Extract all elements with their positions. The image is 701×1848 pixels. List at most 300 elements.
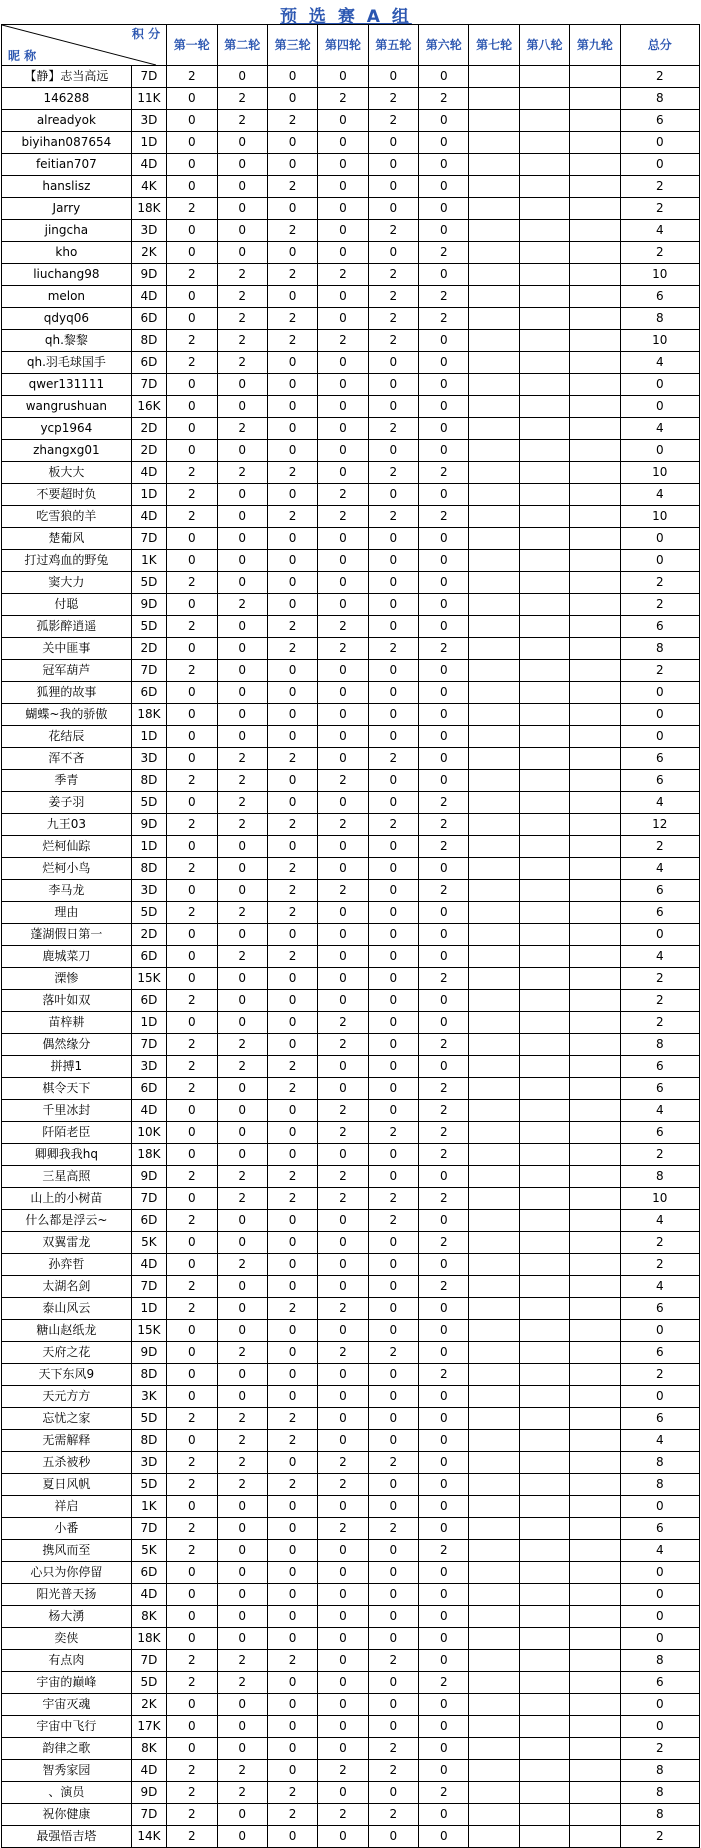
cell-round-3: 2 <box>267 1078 317 1100</box>
cell-round-5: 0 <box>368 198 418 220</box>
cell-round-1: 2 <box>167 1276 217 1298</box>
cell-nickname: 季青 <box>2 770 132 792</box>
cell-round-6: 0 <box>419 1056 469 1078</box>
cell-total: 4 <box>620 1100 699 1122</box>
cell-round-4: 2 <box>318 1188 368 1210</box>
cell-round-5: 0 <box>368 1100 418 1122</box>
cell-round-7 <box>469 792 519 814</box>
cell-round-8 <box>519 242 569 264</box>
cell-round-8 <box>519 198 569 220</box>
cell-total: 2 <box>620 594 699 616</box>
cell-round-5: 2 <box>368 1738 418 1760</box>
cell-round-6: 0 <box>419 572 469 594</box>
cell-nickname: 太湖名剑 <box>2 1276 132 1298</box>
table-row <box>2 484 700 506</box>
cell-round-9 <box>570 1078 620 1100</box>
table-row <box>2 374 700 396</box>
cell-round-1: 2 <box>167 1078 217 1100</box>
cell-round-4: 0 <box>318 550 368 572</box>
cell-round-7 <box>469 550 519 572</box>
table-row <box>2 1518 700 1540</box>
cell-round-6: 0 <box>419 1210 469 1232</box>
cell-round-6: 0 <box>419 1650 469 1672</box>
cell-round-4: 0 <box>318 176 368 198</box>
cell-round-8 <box>519 462 569 484</box>
cell-round-8 <box>519 902 569 924</box>
cell-round-5: 0 <box>368 770 418 792</box>
cell-round-3: 0 <box>267 968 317 990</box>
cell-total: 0 <box>620 1584 699 1606</box>
cell-round-2: 0 <box>217 550 267 572</box>
cell-round-9 <box>570 198 620 220</box>
cell-total: 8 <box>620 1166 699 1188</box>
cell-round-4: 2 <box>318 506 368 528</box>
cell-round-4: 0 <box>318 1606 368 1628</box>
cell-round-1: 2 <box>167 572 217 594</box>
cell-total: 6 <box>620 110 699 132</box>
cell-round-1: 2 <box>167 770 217 792</box>
cell-round-3: 0 <box>267 1760 317 1782</box>
cell-round-2: 0 <box>217 704 267 726</box>
cell-nickname: 宇宙中飞行 <box>2 1716 132 1738</box>
cell-round-5: 2 <box>368 264 418 286</box>
cell-round-4: 0 <box>318 1562 368 1584</box>
cell-round-2: 2 <box>217 88 267 110</box>
cell-round-8 <box>519 176 569 198</box>
cell-round-3: 2 <box>267 814 317 836</box>
cell-round-3: 0 <box>267 1452 317 1474</box>
cell-round-6: 2 <box>419 1122 469 1144</box>
cell-round-7 <box>469 1672 519 1694</box>
table-row <box>2 594 700 616</box>
cell-round-7 <box>469 1078 519 1100</box>
cell-total: 2 <box>620 1012 699 1034</box>
cell-round-9 <box>570 506 620 528</box>
cell-round-4: 2 <box>318 1804 368 1826</box>
cell-round-3: 2 <box>267 1782 317 1804</box>
cell-round-2: 2 <box>217 1034 267 1056</box>
cell-round-4: 0 <box>318 1628 368 1650</box>
cell-round-7 <box>469 1782 519 1804</box>
cell-round-1: 2 <box>167 462 217 484</box>
cell-round-6: 0 <box>419 264 469 286</box>
table-row <box>2 704 700 726</box>
cell-round-6: 0 <box>419 352 469 374</box>
table-row <box>2 550 700 572</box>
cell-rank: 5D <box>131 792 166 814</box>
cell-round-8 <box>519 1628 569 1650</box>
cell-round-2: 2 <box>217 792 267 814</box>
cell-round-4: 2 <box>318 330 368 352</box>
cell-round-4: 0 <box>318 990 368 1012</box>
cell-total: 4 <box>620 792 699 814</box>
cell-round-5: 0 <box>368 572 418 594</box>
cell-round-7 <box>469 748 519 770</box>
cell-round-8 <box>519 836 569 858</box>
cell-round-2: 0 <box>217 1386 267 1408</box>
cell-round-7 <box>469 1254 519 1276</box>
cell-round-1: 2 <box>167 1298 217 1320</box>
cell-round-5: 0 <box>368 1540 418 1562</box>
table-row <box>2 440 700 462</box>
cell-nickname: liuchang98 <box>2 264 132 286</box>
cell-nickname: 蝴蝶~我的骄傲 <box>2 704 132 726</box>
cell-round-1: 2 <box>167 616 217 638</box>
cell-round-6: 2 <box>419 242 469 264</box>
cell-total: 8 <box>620 638 699 660</box>
cell-round-1: 0 <box>167 286 217 308</box>
cell-round-7 <box>469 858 519 880</box>
table-row <box>2 1386 700 1408</box>
cell-round-8 <box>519 946 569 968</box>
cell-rank: 7D <box>131 1804 166 1826</box>
cell-total: 10 <box>620 330 699 352</box>
cell-round-1: 0 <box>167 1430 217 1452</box>
cell-round-2: 0 <box>217 506 267 528</box>
cell-nickname: 奕侠 <box>2 1628 132 1650</box>
table-row <box>2 66 700 88</box>
cell-round-5: 2 <box>368 1804 418 1826</box>
table-row <box>2 638 700 660</box>
cell-nickname: 什么都是浮云~ <box>2 1210 132 1232</box>
table-row <box>2 1760 700 1782</box>
cell-nickname: 窦大力 <box>2 572 132 594</box>
cell-round-7 <box>469 1804 519 1826</box>
cell-round-1: 0 <box>167 968 217 990</box>
table-row <box>2 286 700 308</box>
cell-round-7 <box>469 1518 519 1540</box>
cell-nickname: 蓬湖假日第一 <box>2 924 132 946</box>
cell-round-1: 0 <box>167 528 217 550</box>
cell-total: 4 <box>620 946 699 968</box>
cell-round-2: 0 <box>217 66 267 88</box>
cell-round-2: 0 <box>217 924 267 946</box>
cell-round-3: 2 <box>267 638 317 660</box>
cell-round-8 <box>519 1782 569 1804</box>
cell-round-6: 0 <box>419 1430 469 1452</box>
cell-round-5: 0 <box>368 902 418 924</box>
cell-round-7 <box>469 1738 519 1760</box>
cell-round-5: 0 <box>368 66 418 88</box>
cell-total: 8 <box>620 1782 699 1804</box>
cell-round-9 <box>570 176 620 198</box>
cell-round-9 <box>570 572 620 594</box>
cell-round-4: 0 <box>318 154 368 176</box>
cell-rank: 3D <box>131 1056 166 1078</box>
cell-round-3: 0 <box>267 1144 317 1166</box>
cell-round-2: 0 <box>217 1144 267 1166</box>
cell-round-2: 2 <box>217 946 267 968</box>
cell-round-9 <box>570 946 620 968</box>
cell-round-8 <box>519 88 569 110</box>
cell-round-2: 0 <box>217 1694 267 1716</box>
cell-round-4: 0 <box>318 528 368 550</box>
cell-round-8 <box>519 396 569 418</box>
cell-nickname: 狐狸的故事 <box>2 682 132 704</box>
cell-round-9 <box>570 1760 620 1782</box>
cell-round-7 <box>469 264 519 286</box>
cell-round-4: 0 <box>318 1540 368 1562</box>
cell-round-3: 0 <box>267 1012 317 1034</box>
header-round-3: 第三轮 <box>267 25 317 66</box>
cell-round-8 <box>519 1254 569 1276</box>
cell-round-5: 0 <box>368 1694 418 1716</box>
cell-round-3: 0 <box>267 1342 317 1364</box>
cell-round-7 <box>469 1408 519 1430</box>
cell-round-9 <box>570 1562 620 1584</box>
cell-round-8 <box>519 1364 569 1386</box>
cell-round-3: 2 <box>267 308 317 330</box>
cell-round-3: 2 <box>267 902 317 924</box>
cell-round-3: 2 <box>267 858 317 880</box>
cell-round-3: 0 <box>267 990 317 1012</box>
cell-round-8 <box>519 484 569 506</box>
cell-nickname: 146288 <box>2 88 132 110</box>
table-row <box>2 1716 700 1738</box>
cell-rank: 7D <box>131 1276 166 1298</box>
cell-round-9 <box>570 66 620 88</box>
cell-rank: 5D <box>131 616 166 638</box>
cell-round-1: 2 <box>167 1672 217 1694</box>
cell-round-1: 0 <box>167 1584 217 1606</box>
cell-total: 0 <box>620 704 699 726</box>
cell-rank: 2D <box>131 440 166 462</box>
cell-round-3: 0 <box>267 550 317 572</box>
cell-round-3: 0 <box>267 1320 317 1342</box>
cell-round-5: 0 <box>368 880 418 902</box>
cell-total: 4 <box>620 1540 699 1562</box>
cell-round-9 <box>570 924 620 946</box>
cell-round-5: 0 <box>368 1628 418 1650</box>
cell-nickname: 忘忧之家 <box>2 1408 132 1430</box>
cell-round-9 <box>570 902 620 924</box>
cell-nickname: 花结辰 <box>2 726 132 748</box>
cell-rank: 5D <box>131 1672 166 1694</box>
cell-rank: 7D <box>131 528 166 550</box>
cell-nickname: 打过鸡血的野兔 <box>2 550 132 572</box>
cell-round-1: 2 <box>167 1540 217 1562</box>
cell-total: 0 <box>620 1320 699 1342</box>
cell-round-1: 0 <box>167 836 217 858</box>
cell-round-9 <box>570 836 620 858</box>
cell-round-8 <box>519 1672 569 1694</box>
cell-round-4: 2 <box>318 1012 368 1034</box>
cell-round-1: 0 <box>167 1232 217 1254</box>
cell-round-3: 0 <box>267 1386 317 1408</box>
cell-round-5: 0 <box>368 484 418 506</box>
cell-round-5: 2 <box>368 748 418 770</box>
cell-round-7 <box>469 704 519 726</box>
cell-round-1: 0 <box>167 1342 217 1364</box>
table-row <box>2 1276 700 1298</box>
cell-round-9 <box>570 1056 620 1078</box>
cell-nickname: 阡陌老臣 <box>2 1122 132 1144</box>
table-row <box>2 1562 700 1584</box>
cell-round-6: 0 <box>419 1012 469 1034</box>
cell-round-8 <box>519 1276 569 1298</box>
cell-round-3: 2 <box>267 330 317 352</box>
cell-round-3: 2 <box>267 616 317 638</box>
cell-round-1: 2 <box>167 1826 217 1848</box>
cell-round-9 <box>570 770 620 792</box>
cell-round-5: 0 <box>368 1716 418 1738</box>
cell-round-3: 2 <box>267 1188 317 1210</box>
cell-round-1: 0 <box>167 242 217 264</box>
cell-round-8 <box>519 550 569 572</box>
cell-nickname: melon <box>2 286 132 308</box>
cell-round-8 <box>519 1166 569 1188</box>
cell-round-3: 2 <box>267 506 317 528</box>
cell-round-9 <box>570 990 620 1012</box>
table-row <box>2 1298 700 1320</box>
cell-round-1: 0 <box>167 1254 217 1276</box>
cell-rank: 2D <box>131 418 166 440</box>
table-row <box>2 1342 700 1364</box>
cell-round-2: 0 <box>217 1298 267 1320</box>
cell-round-8 <box>519 638 569 660</box>
cell-round-9 <box>570 462 620 484</box>
cell-round-1: 0 <box>167 748 217 770</box>
cell-round-6: 2 <box>419 880 469 902</box>
cell-rank: 8K <box>131 1738 166 1760</box>
cell-round-2: 0 <box>217 1210 267 1232</box>
cell-round-9 <box>570 528 620 550</box>
cell-round-5: 0 <box>368 550 418 572</box>
cell-round-6: 0 <box>419 704 469 726</box>
cell-round-9 <box>570 1804 620 1826</box>
cell-round-7 <box>469 1826 519 1848</box>
cell-round-8 <box>519 1804 569 1826</box>
cell-round-2: 0 <box>217 858 267 880</box>
cell-rank: 8D <box>131 858 166 880</box>
table-row <box>2 902 700 924</box>
cell-round-4: 0 <box>318 1144 368 1166</box>
cell-round-2: 2 <box>217 110 267 132</box>
cell-round-3: 0 <box>267 132 317 154</box>
cell-round-3: 0 <box>267 682 317 704</box>
cell-round-4: 0 <box>318 858 368 880</box>
cell-round-6: 0 <box>419 990 469 1012</box>
cell-round-1: 0 <box>167 682 217 704</box>
cell-round-7 <box>469 1540 519 1562</box>
cell-round-5: 0 <box>368 990 418 1012</box>
cell-round-8 <box>519 440 569 462</box>
cell-round-5: 0 <box>368 704 418 726</box>
cell-round-2: 0 <box>217 1364 267 1386</box>
cell-round-1: 0 <box>167 154 217 176</box>
cell-round-7 <box>469 88 519 110</box>
cell-round-2: 0 <box>217 1540 267 1562</box>
cell-total: 0 <box>620 1694 699 1716</box>
cell-round-6: 0 <box>419 1298 469 1320</box>
cell-round-1: 0 <box>167 220 217 242</box>
cell-round-2: 0 <box>217 528 267 550</box>
cell-total: 4 <box>620 858 699 880</box>
cell-round-8 <box>519 308 569 330</box>
cell-round-3: 0 <box>267 374 317 396</box>
cell-round-1: 0 <box>167 726 217 748</box>
cell-round-3: 0 <box>267 1738 317 1760</box>
cell-round-9 <box>570 220 620 242</box>
cell-round-2: 2 <box>217 814 267 836</box>
cell-total: 6 <box>620 616 699 638</box>
cell-nickname: jingcha <box>2 220 132 242</box>
cell-round-9 <box>570 330 620 352</box>
cell-round-4: 2 <box>318 1034 368 1056</box>
cell-round-7 <box>469 528 519 550</box>
cell-round-4: 2 <box>318 1122 368 1144</box>
cell-round-3: 0 <box>267 1254 317 1276</box>
cell-nickname: ycp1964 <box>2 418 132 440</box>
table-row <box>2 1628 700 1650</box>
cell-round-7 <box>469 352 519 374</box>
cell-round-6: 0 <box>419 1452 469 1474</box>
cell-round-2: 2 <box>217 1672 267 1694</box>
cell-total: 6 <box>620 1672 699 1694</box>
cell-total: 6 <box>620 880 699 902</box>
cell-round-2: 0 <box>217 968 267 990</box>
table-row <box>2 1672 700 1694</box>
table-row <box>2 924 700 946</box>
cell-round-1: 2 <box>167 1034 217 1056</box>
cell-round-7 <box>469 1188 519 1210</box>
cell-round-2: 0 <box>217 1738 267 1760</box>
table-row <box>2 946 700 968</box>
cell-nickname: 宇宙灭魂 <box>2 1694 132 1716</box>
cell-total: 0 <box>620 528 699 550</box>
cell-round-6: 0 <box>419 1320 469 1342</box>
cell-nickname: 吃雪狼的羊 <box>2 506 132 528</box>
cell-round-5: 2 <box>368 1518 418 1540</box>
cell-round-2: 0 <box>217 880 267 902</box>
cell-round-8 <box>519 1518 569 1540</box>
cell-rank: 16K <box>131 396 166 418</box>
cell-round-5: 0 <box>368 1408 418 1430</box>
cell-round-4: 0 <box>318 1254 368 1276</box>
cell-round-6: 2 <box>419 968 469 990</box>
cell-rank: 6D <box>131 682 166 704</box>
cell-total: 8 <box>620 1760 699 1782</box>
cell-round-9 <box>570 1408 620 1430</box>
cell-round-1: 2 <box>167 858 217 880</box>
cell-total: 6 <box>620 902 699 924</box>
cell-round-3: 2 <box>267 1408 317 1430</box>
cell-round-8 <box>519 1694 569 1716</box>
cell-round-1: 0 <box>167 1606 217 1628</box>
cell-round-9 <box>570 1276 620 1298</box>
cell-round-1: 0 <box>167 946 217 968</box>
cell-round-2: 0 <box>217 1518 267 1540</box>
cell-round-1: 2 <box>167 330 217 352</box>
cell-total: 6 <box>620 286 699 308</box>
cell-round-1: 0 <box>167 1628 217 1650</box>
cell-round-7 <box>469 418 519 440</box>
cell-round-1: 0 <box>167 1562 217 1584</box>
cell-round-6: 0 <box>419 1606 469 1628</box>
cell-round-8 <box>519 1738 569 1760</box>
cell-round-6: 0 <box>419 66 469 88</box>
cell-round-1: 2 <box>167 1056 217 1078</box>
cell-round-4: 0 <box>318 968 368 990</box>
table-row <box>2 308 700 330</box>
table-row <box>2 836 700 858</box>
cell-nickname: 韵律之歌 <box>2 1738 132 1760</box>
cell-round-2: 2 <box>217 1188 267 1210</box>
cell-nickname: 楚葡风 <box>2 528 132 550</box>
cell-round-2: 2 <box>217 1650 267 1672</box>
cell-rank: 9D <box>131 594 166 616</box>
cell-round-8 <box>519 352 569 374</box>
